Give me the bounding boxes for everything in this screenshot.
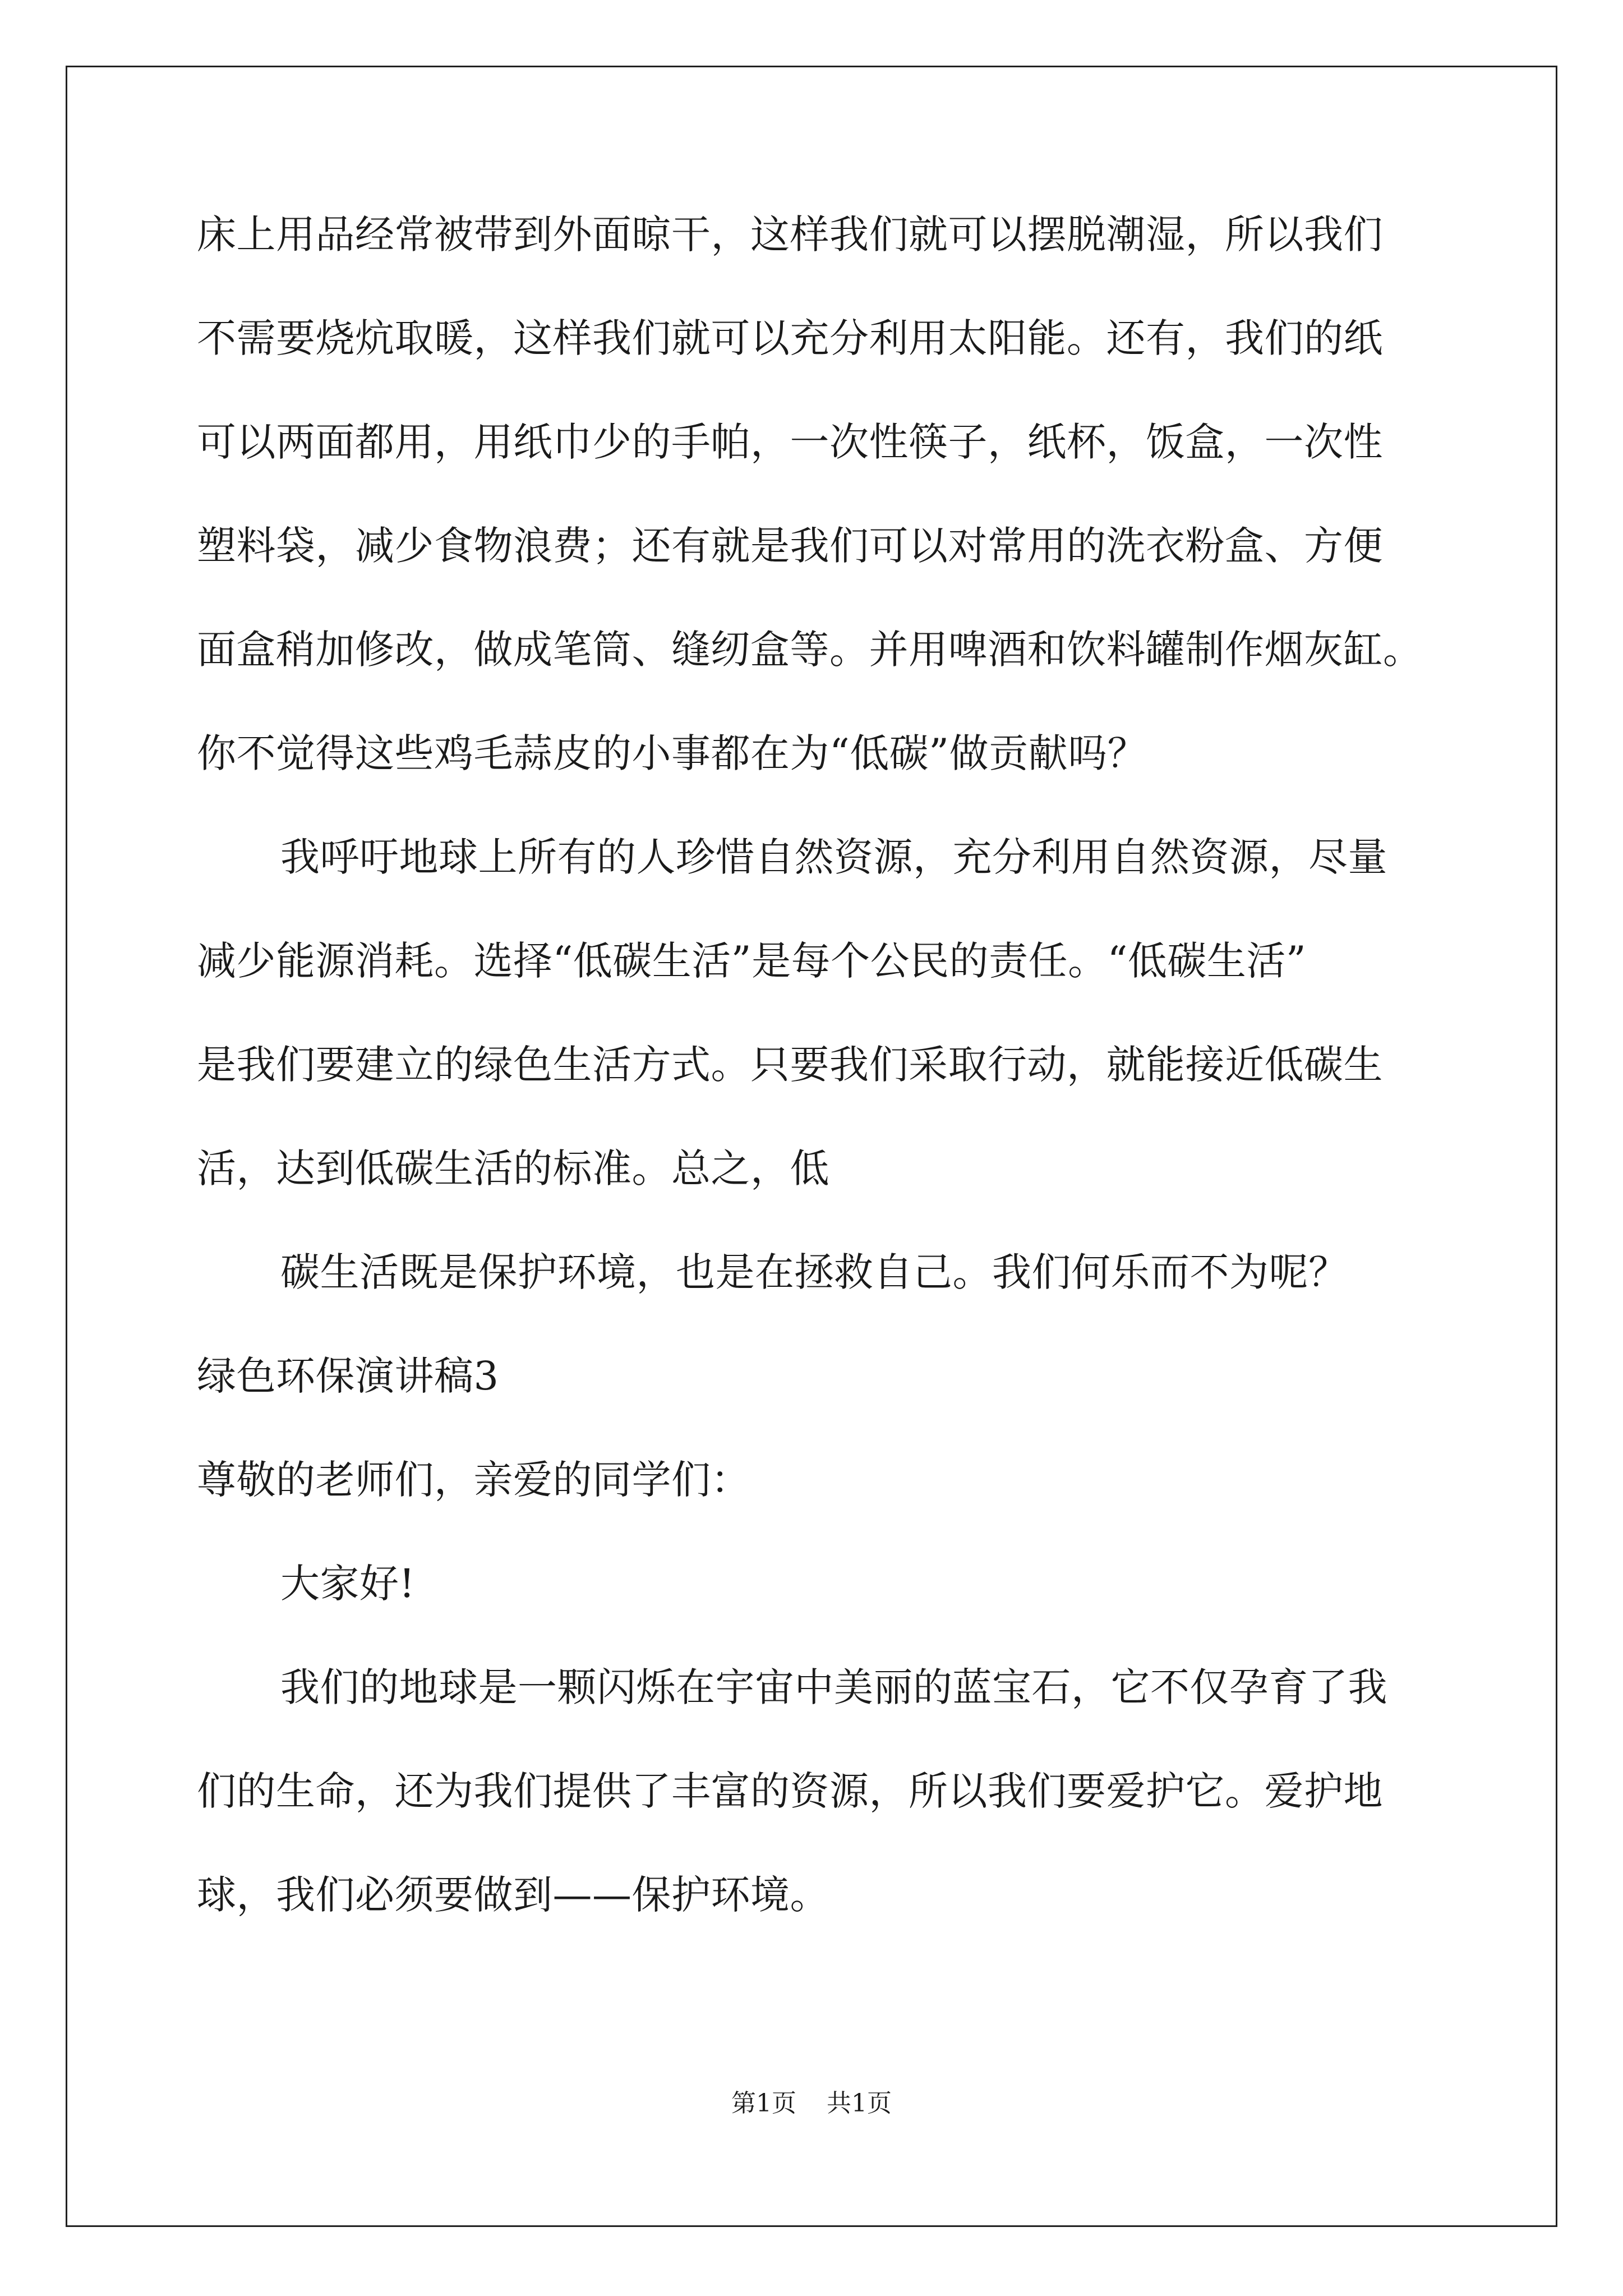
paragraph-line: 我呼吁地球上所有的人珍惜自然资源，充分利用自然资源，尽量 bbox=[280, 834, 1387, 880]
paragraph-line: 可以两面都用，用纸巾少的手帕，一次性筷子，纸杯，饭盒，一次性 bbox=[197, 419, 1383, 465]
greeting: 大家好! bbox=[280, 1561, 416, 1607]
paragraph-line: 面盒稍加修改，做成笔筒、缝纫盒等。并用啤酒和饮料罐制作烟灰缸。 bbox=[197, 627, 1423, 673]
page-number: 第1页 bbox=[731, 2089, 796, 2118]
paragraph-line: 床上用品经常被带到外面晾干，这样我们就可以摆脱潮湿，所以我们 bbox=[197, 211, 1383, 257]
paragraph-line: 们的生命，还为我们提供了丰富的资源，所以我们要爱护它。爱护地 bbox=[197, 1768, 1383, 1814]
paragraph-line: 球，我们必须要做到——保护环境。 bbox=[197, 1872, 829, 1918]
paragraph-line: 减少能源消耗。选择“低碳生活”是每个公民的责任。“低碳生活” bbox=[197, 938, 1307, 984]
paragraph-line: 你不觉得这些鸡毛蒜皮的小事都在为“低碳”做贡献吗？ bbox=[197, 730, 1147, 776]
page-footer bbox=[0, 2087, 1623, 2120]
paragraph-line: 我们的地球是一颗闪烁在宇宙中美丽的蓝宝石，它不仅孕育了我 bbox=[280, 1664, 1387, 1710]
section-heading: 绿色环保演讲稿3 bbox=[197, 1353, 499, 1399]
paragraph-line: 塑料袋，减少食物浪费；还有就是我们可以对常用的洗衣粉盒、方便 bbox=[197, 523, 1383, 569]
paragraph-line: 不需要烧炕取暖，这样我们就可以充分利用太阳能。还有，我们的纸 bbox=[197, 315, 1383, 361]
paragraph-line: 碳生活既是保护环境，也是在拯救自己。我们何乐而不为呢？ bbox=[280, 1249, 1348, 1295]
salutation: 尊敬的老师们，亲爱的同学们： bbox=[197, 1457, 750, 1503]
paragraph-line: 活，达到低碳生活的标准。总之，低 bbox=[197, 1145, 829, 1191]
page-total: 共1页 bbox=[827, 2089, 892, 2118]
paragraph-line: 是我们要建立的绿色生活方式。只要我们采取行动，就能接近低碳生 bbox=[197, 1042, 1383, 1088]
